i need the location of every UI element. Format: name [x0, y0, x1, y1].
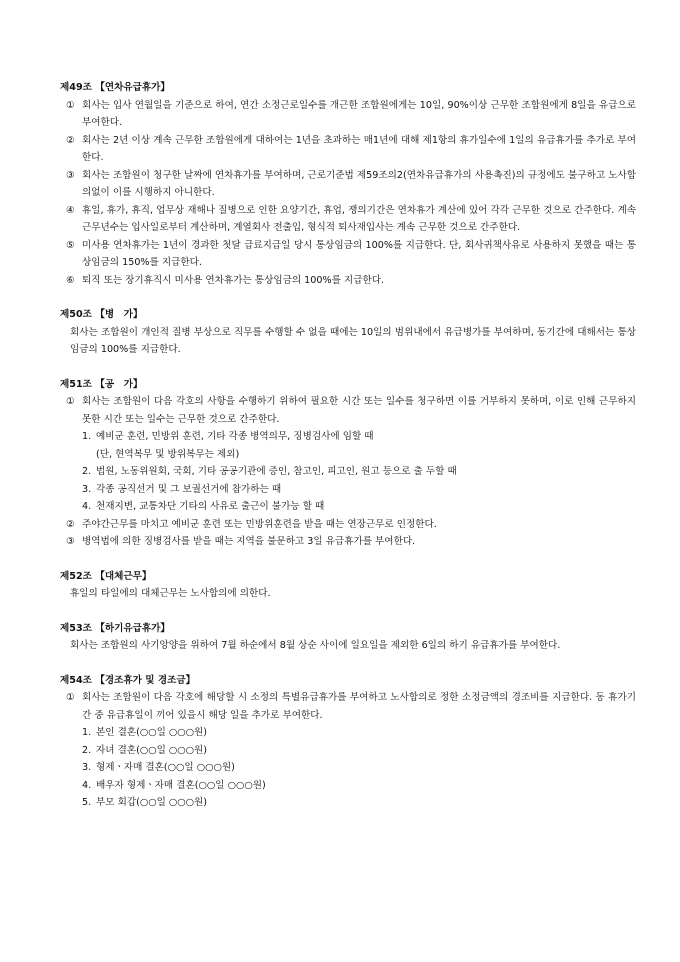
clause-text: 주야간근무를 마치고 예비군 훈련 또는 민방위훈련을 받을 때는 연장근무로 인정한다. [82, 518, 437, 530]
subitem-1-note: (단, 현역복무 및 방위복무는 제외) [96, 448, 240, 460]
article-53-title: 제53조 【하기유급휴가】 [60, 622, 171, 634]
clause-number: ④ [66, 204, 75, 216]
article-51 [60, 376, 636, 551]
clause-text: 미사용 연차휴가는 1년이 경과한 첫달 급료지급일 당시 통상임금의 100%를 지급한다. 단, 회사귀책사유로 사용하지 못했을 때는 통상임금의 150%를 지급한다. [82, 239, 636, 268]
article-53-body: 회사는 조합원의 사기앙양을 위하여 7월 하순에서 8월 상순 사이에 일요일을 제외한 6일의 하기 유급휴가를 부여한다. [70, 640, 561, 651]
clause-text: 회사는 조합원이 다음 각호의 사항을 수행하기 위하여 필요한 시간 또는 일수를 청구하면 이를 거부하지 못하며, 이로 인해 근무하지 못한 시간 또는 일수는 근무한 것으로 간주한다. [82, 396, 636, 425]
clause-number: ② [66, 134, 75, 146]
subitem-text: 각종 공직선거 및 그 보궐선거에 참가하는 때 [96, 483, 282, 495]
article-50-title: 제50조 【병 가】 [60, 309, 143, 320]
clause-number: ⑤ [66, 239, 75, 251]
article-52 [60, 568, 636, 603]
clause-6 [66, 272, 636, 290]
clause-text: 회사는 조합원이 청구한 날짜에 연차휴가를 부여하며, 근로기준법 제59조의2(연차유급휴가의 사용촉진)의 규정에도 불구하고 노사합의없이 이를 시행하지 아니한다. [82, 169, 636, 198]
clause-5 [66, 237, 636, 272]
clause-1 [66, 689, 636, 724]
article-50-body: 회사는 조합원이 개인적 질병 부상으로 직무를 수행할 수 없을 때에는 10일의 범위내에서 유급병가를 부여하며, 동기간에 대해서는 통상임금의 100%를 지급한다. [70, 326, 636, 355]
clause-text: 회사는 입사 연월일을 기준으로 하여, 연간 소정근로일수를 개근한 조합원에게는 10일, 90%이상 근무한 조합원에게 8일을 유급으로 부여한다. [82, 99, 636, 128]
clause-number: ① [66, 692, 75, 703]
subitem-2 [66, 463, 636, 481]
clause-number: ③ [66, 536, 75, 547]
subitem-text: 배우자 형제ㆍ자매 결혼(○○일 ○○○원) [96, 779, 266, 791]
article-51-title: 제51조 【공 가】 [60, 378, 143, 390]
subitem-text: 예비군 훈련, 민방위 훈련, 기타 각종 병역의무, 징병검사에 임할 때 [96, 431, 374, 442]
clause-2 [66, 516, 636, 534]
subitem-number: 2. [82, 744, 92, 756]
subitem-5 [66, 794, 636, 812]
article-54-title: 제54조 【경조휴가 및 경조금】 [60, 674, 196, 686]
clause-2 [66, 132, 636, 167]
clause-number: ⑥ [66, 274, 75, 286]
subitem-number: 3. [82, 762, 92, 773]
subitem-number: 4. [82, 779, 92, 791]
subitem-1 [66, 428, 636, 446]
subitem-text: 부모 회갑(○○일 ○○○원) [96, 797, 208, 808]
subitem-number: 3. [82, 483, 92, 495]
article-53 [60, 620, 636, 655]
article-52-body: 휴일의 타일에의 대체근무는 노사합의에 의한다. [70, 588, 271, 599]
clause-number: ② [66, 518, 75, 530]
article-52-title: 제52조 【대체근무】 [60, 570, 152, 582]
clause-text: 회사는 2년 이상 계속 근무한 조합원에게 대하여는 1년을 초과하는 매1년에 대해 제1항의 휴가일수에 1일의 유급휴가를 추가로 부여한다. [82, 134, 636, 163]
clause-1 [66, 97, 636, 132]
clause-1 [66, 393, 636, 428]
clause-text: 휴일, 휴가, 휴직, 업무상 재해나 질병으로 인한 요양기간, 휴업, 쟁의기간은 연차휴가 계산에 있어 각각 근무한 것으로 간주한다. 계속 근무년수는 입사일로부터 계산하며, 계열회사 전출입, 형식적 퇴사재입사는 계속 근무한 것으로 간주한다. [82, 204, 636, 233]
clause-text: 회사는 조합원이 다음 각호에 해당할 시 소정의 특별유급휴가를 부여하고 노사합의로 정한 소정금액의 경조비를 지급한다. 동 휴가기간 중 유급휴일이 끼어 있을시 해당 일을 추가로 부여한다. [82, 692, 636, 721]
subitem-2 [66, 742, 636, 760]
clause-3 [66, 167, 636, 202]
subitem-number: 4. [82, 501, 92, 512]
subitem-3 [66, 759, 636, 777]
subitem-1 [66, 724, 636, 742]
subitem-text: 법원, 노동위원회, 국회, 기타 공공기관에 증인, 참고인, 피고인, 원고 등으로 출 두할 때 [96, 466, 457, 477]
article-49-title: 제49조 【연차유급휴가】 [60, 82, 171, 93]
subitem-number: 5. [82, 797, 92, 808]
subitem-number: 1. [82, 727, 92, 738]
subitem-text: 자녀 결혼(○○일 ○○○원) [96, 744, 208, 756]
subitem-number: 1. [82, 431, 92, 442]
clause-4 [66, 202, 636, 237]
subitem-text: 형제ㆍ자매 결혼(○○일 ○○○원) [96, 762, 235, 773]
clause-number: ③ [66, 169, 75, 181]
subitem-number: 2. [82, 466, 92, 477]
article-54 [60, 672, 636, 812]
article-49 [60, 79, 636, 289]
clause-text: 퇴직 또는 장기휴직시 미사용 연차휴가는 통상임금의 100%를 지급한다. [82, 274, 385, 286]
clause-text: 병역법에 의한 징병검사를 받을 때는 지역을 불문하고 3일 유급휴가를 부여한다. [82, 536, 416, 547]
clause-number: ① [66, 99, 75, 111]
subitem-4 [66, 777, 636, 795]
subitem-text: 천재지변, 교통차단 기타의 사유로 출근이 불가능 할 때 [96, 501, 325, 512]
subitem-text: 본인 결혼(○○일 ○○○원) [96, 727, 208, 738]
article-50 [60, 306, 636, 359]
clause-number: ① [66, 396, 75, 407]
subitem-3 [66, 481, 636, 499]
subitem-4 [66, 498, 636, 516]
clause-3 [66, 533, 636, 551]
